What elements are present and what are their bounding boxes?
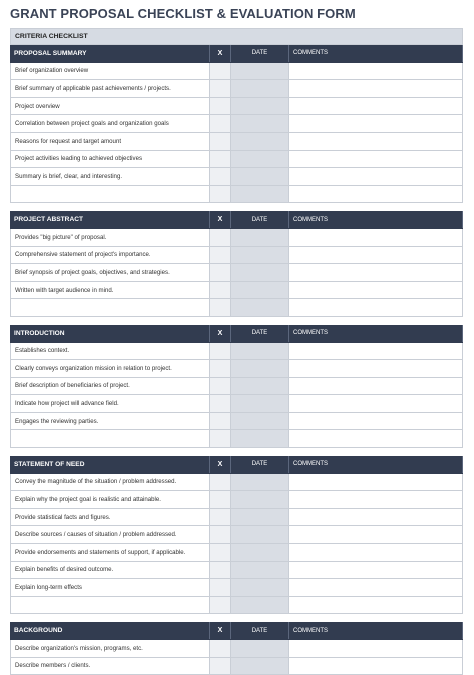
checklist-row — [10, 151, 463, 169]
check-cell[interactable] — [210, 151, 231, 168]
date-cell[interactable] — [231, 658, 289, 675]
checklist-row — [10, 80, 463, 98]
check-cell[interactable] — [210, 491, 231, 508]
comments-cell[interactable] — [289, 168, 463, 185]
criterion-text: Reasons for request and target amount — [10, 133, 210, 150]
checklist-row — [10, 343, 463, 361]
criterion-text[interactable] — [10, 299, 210, 316]
column-header-comments: COMMENTS — [289, 622, 463, 639]
criteria-checklist-bar — [10, 28, 463, 45]
column-header-date: DATE — [231, 325, 289, 342]
checklist-row — [10, 544, 463, 562]
section-title: BACKGROUND — [10, 622, 210, 639]
column-header-comments: COMMENTS — [289, 211, 463, 228]
criterion-text: Convey the magnitude of the situation / problem addressed. — [10, 474, 210, 491]
criterion-text: Engages the reviewing parties. — [10, 413, 210, 430]
section-title: PROJECT ABSTRACT — [10, 211, 210, 228]
date-cell[interactable] — [231, 474, 289, 491]
check-cell[interactable] — [210, 658, 231, 675]
date-cell[interactable] — [231, 395, 289, 412]
criterion-text: Brief summary of applicable past achievements / projects. — [10, 80, 210, 97]
date-cell[interactable] — [231, 186, 289, 203]
comments-cell[interactable] — [289, 63, 463, 80]
checklist-row — [10, 360, 463, 378]
checklist-row — [10, 63, 463, 81]
criterion-text: Explain benefits of desired outcome. — [10, 562, 210, 579]
date-cell[interactable] — [231, 597, 289, 614]
criterion-text: Project overview — [10, 98, 210, 115]
checklist-row — [10, 509, 463, 527]
checklist-row — [10, 579, 463, 597]
comments-cell[interactable] — [289, 186, 463, 203]
comments-cell[interactable] — [289, 491, 463, 508]
comments-cell[interactable] — [289, 579, 463, 596]
checklist-row — [10, 378, 463, 396]
blank-row — [10, 299, 463, 317]
check-cell[interactable] — [210, 509, 231, 526]
comments-cell[interactable] — [289, 229, 463, 246]
date-cell[interactable] — [231, 343, 289, 360]
date-cell[interactable] — [231, 282, 289, 299]
check-cell[interactable] — [210, 378, 231, 395]
check-cell[interactable] — [210, 579, 231, 596]
criterion-text: Clearly conveys organization mission in relation to project. — [10, 360, 210, 377]
date-cell[interactable] — [231, 168, 289, 185]
criterion-text[interactable] — [10, 430, 210, 447]
date-cell[interactable] — [231, 151, 289, 168]
comments-cell[interactable] — [289, 544, 463, 561]
date-cell[interactable] — [231, 229, 289, 246]
blank-row — [10, 597, 463, 615]
checklist-row — [10, 562, 463, 580]
check-cell[interactable] — [210, 186, 231, 203]
comments-cell[interactable] — [289, 133, 463, 150]
check-cell[interactable] — [210, 640, 231, 657]
section-spacer — [10, 317, 463, 325]
criterion-text[interactable] — [10, 597, 210, 614]
checklist-row — [10, 474, 463, 492]
checklist-form — [10, 28, 463, 675]
column-header-x: X — [210, 622, 231, 639]
date-cell[interactable] — [231, 80, 289, 97]
check-cell[interactable] — [210, 168, 231, 185]
date-cell[interactable] — [231, 247, 289, 264]
comments-cell[interactable] — [289, 282, 463, 299]
checklist-row — [10, 282, 463, 300]
criterion-text: Brief description of beneficiaries of project. — [10, 378, 210, 395]
check-cell[interactable] — [210, 526, 231, 543]
comments-cell[interactable] — [289, 360, 463, 377]
checklist-row — [10, 98, 463, 116]
check-cell[interactable] — [210, 264, 231, 281]
column-header-comments: COMMENTS — [289, 45, 463, 62]
check-cell[interactable] — [210, 474, 231, 491]
comments-cell[interactable] — [289, 343, 463, 360]
check-cell[interactable] — [210, 63, 231, 80]
page-title: GRANT PROPOSAL CHECKLIST & EVALUATION FORM — [10, 6, 356, 21]
date-cell[interactable] — [231, 509, 289, 526]
check-cell[interactable] — [210, 229, 231, 246]
date-cell[interactable] — [231, 63, 289, 80]
date-cell[interactable] — [231, 413, 289, 430]
check-cell[interactable] — [210, 562, 231, 579]
date-cell[interactable] — [231, 544, 289, 561]
section-spacer — [10, 203, 463, 211]
section-spacer — [10, 614, 463, 622]
criterion-text: Project activities leading to achieved objectives — [10, 151, 210, 168]
checklist-row — [10, 264, 463, 282]
checklist-row — [10, 395, 463, 413]
comments-cell[interactable] — [289, 597, 463, 614]
check-cell[interactable] — [210, 360, 231, 377]
check-cell[interactable] — [210, 343, 231, 360]
column-header-x: X — [210, 456, 231, 473]
comments-cell[interactable] — [289, 474, 463, 491]
comments-cell[interactable] — [289, 299, 463, 316]
date-cell[interactable] — [231, 98, 289, 115]
checklist-row — [10, 526, 463, 544]
section-title: INTRODUCTION — [10, 325, 210, 342]
column-header-date: DATE — [231, 45, 289, 62]
comments-cell[interactable] — [289, 640, 463, 657]
date-cell[interactable] — [231, 133, 289, 150]
check-cell[interactable] — [210, 430, 231, 447]
comments-cell[interactable] — [289, 526, 463, 543]
date-cell[interactable] — [231, 360, 289, 377]
checklist-row — [10, 247, 463, 265]
date-cell[interactable] — [231, 562, 289, 579]
checklist-row — [10, 658, 463, 675]
criterion-text: Describe organization's mission, programs, etc. — [10, 640, 210, 657]
date-cell[interactable] — [231, 579, 289, 596]
comments-cell[interactable] — [289, 430, 463, 447]
criterion-text: Provide statistical facts and figures. — [10, 509, 210, 526]
column-header-x: X — [210, 211, 231, 228]
check-cell[interactable] — [210, 247, 231, 264]
date-cell[interactable] — [231, 115, 289, 132]
criterion-text: Written with target audience in mind. — [10, 282, 210, 299]
checklist-row — [10, 115, 463, 133]
comments-cell[interactable] — [289, 115, 463, 132]
date-cell[interactable] — [231, 264, 289, 281]
column-header-x: X — [210, 45, 231, 62]
check-cell[interactable] — [210, 115, 231, 132]
criterion-text: Indicate how project will advance field. — [10, 395, 210, 412]
check-cell[interactable] — [210, 133, 231, 150]
criterion-text: Describe members / clients. — [10, 658, 210, 675]
criterion-text: Brief organization overview — [10, 63, 210, 80]
section-spacer — [10, 448, 463, 456]
comments-cell[interactable] — [289, 264, 463, 281]
criterion-text: Provides "big picture" of proposal. — [10, 229, 210, 246]
check-cell[interactable] — [210, 395, 231, 412]
date-cell[interactable] — [231, 378, 289, 395]
criterion-text: Explain why the project goal is realistic and attainable. — [10, 491, 210, 508]
criterion-text: Brief synopsis of project goals, objectives, and strategies. — [10, 264, 210, 281]
comments-cell[interactable] — [289, 80, 463, 97]
sections-container — [10, 45, 463, 675]
check-cell[interactable] — [210, 282, 231, 299]
criteria-checklist-label: CRITERIA CHECKLIST — [15, 33, 88, 40]
comments-cell[interactable] — [289, 98, 463, 115]
criterion-text[interactable] — [10, 186, 210, 203]
checklist-row — [10, 640, 463, 658]
comments-cell[interactable] — [289, 395, 463, 412]
date-cell[interactable] — [231, 299, 289, 316]
criterion-text: Summary is brief, clear, and interesting. — [10, 168, 210, 185]
criterion-text: Comprehensive statement of project's importance. — [10, 247, 210, 264]
check-cell[interactable] — [210, 544, 231, 561]
checklist-row — [10, 491, 463, 509]
column-header-date: DATE — [231, 456, 289, 473]
comments-cell[interactable] — [289, 509, 463, 526]
check-cell[interactable] — [210, 597, 231, 614]
criterion-text: Describe sources / causes of situation / problem addressed. — [10, 526, 210, 543]
date-cell[interactable] — [231, 430, 289, 447]
criterion-text: Explain long-term effects — [10, 579, 210, 596]
section-header — [10, 325, 463, 343]
criterion-text: Provide endorsements and statements of support, if applicable. — [10, 544, 210, 561]
check-cell[interactable] — [210, 413, 231, 430]
comments-cell[interactable] — [289, 562, 463, 579]
check-cell[interactable] — [210, 80, 231, 97]
comments-cell[interactable] — [289, 658, 463, 675]
column-header-comments: COMMENTS — [289, 456, 463, 473]
comments-cell[interactable] — [289, 378, 463, 395]
section-title: STATEMENT OF NEED — [10, 456, 210, 473]
section-title: PROPOSAL SUMMARY — [10, 45, 210, 62]
comments-cell[interactable] — [289, 413, 463, 430]
date-cell[interactable] — [231, 526, 289, 543]
section-header — [10, 456, 463, 474]
date-cell[interactable] — [231, 640, 289, 657]
criterion-text: Correlation between project goals and organization goals — [10, 115, 210, 132]
comments-cell[interactable] — [289, 151, 463, 168]
section-header — [10, 211, 463, 229]
comments-cell[interactable] — [289, 247, 463, 264]
column-header-comments: COMMENTS — [289, 325, 463, 342]
checklist-row — [10, 413, 463, 431]
date-cell[interactable] — [231, 491, 289, 508]
checklist-row — [10, 168, 463, 186]
section-header — [10, 622, 463, 640]
column-header-x: X — [210, 325, 231, 342]
blank-row — [10, 186, 463, 204]
checklist-row — [10, 133, 463, 151]
check-cell[interactable] — [210, 299, 231, 316]
column-header-date: DATE — [231, 211, 289, 228]
checklist-row — [10, 229, 463, 247]
check-cell[interactable] — [210, 98, 231, 115]
column-header-date: DATE — [231, 622, 289, 639]
criterion-text: Establishes context. — [10, 343, 210, 360]
blank-row — [10, 430, 463, 448]
section-header — [10, 45, 463, 63]
